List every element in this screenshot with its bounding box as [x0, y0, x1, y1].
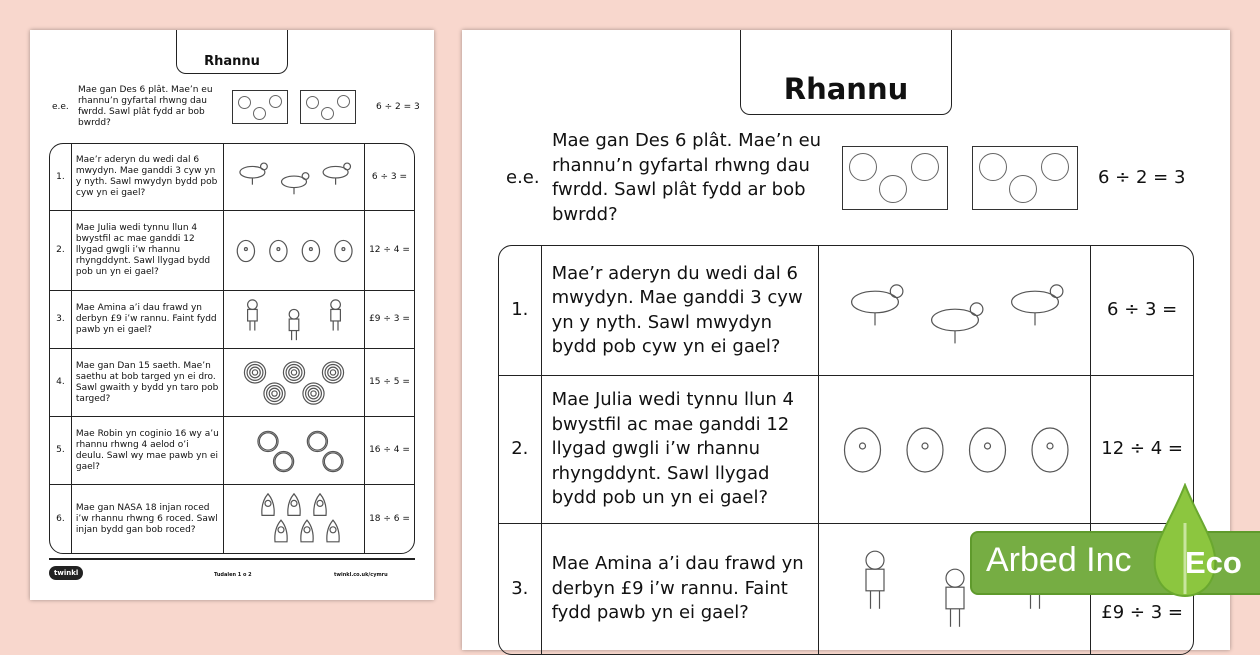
example-label: e.e.: [52, 101, 69, 112]
question-picture: [224, 417, 365, 485]
example-text: Mae gan Des 6 plât. Mae’n eu rhannu’n gyfartal rhwng dau fwrdd. Sawl plât fydd ar bob bwrdd?: [78, 85, 213, 128]
question-equation: 6 ÷ 3 =: [1091, 246, 1193, 376]
twinkl-logo: twinkl: [49, 566, 83, 580]
worksheet-title: Rhannu: [176, 30, 288, 74]
question-text: Mae’r aderyn du wedi dal 6 mwydyn. Mae ganddi 3 cyw yn y nyth. Sawl mwydyn bydd pob cyw yn ei gael?: [72, 144, 224, 211]
question-equation: 6 ÷ 3 =: [365, 144, 414, 211]
page-thumbnail[interactable]: [30, 30, 434, 600]
question-equation: 16 ÷ 4 =: [365, 417, 414, 485]
monsters-icon: [830, 400, 1080, 500]
birds-icon: [229, 153, 359, 201]
question-equation: 18 ÷ 6 =: [369, 513, 410, 524]
question-picture: [224, 485, 365, 553]
children-icon: [229, 296, 359, 344]
question-text: Mae Amina a’i dau frawd yn derbyn £9 i’w rannu. Faint fydd pawb yn ei gael?: [72, 291, 224, 349]
question-text: Mae gan Dan 15 saeth. Mae’n saethu at bob targed yn ei dro. Sawl gwaith y bydd yn taro pob targed?: [72, 349, 224, 417]
question-picture: [224, 211, 365, 291]
question-number: 6.: [50, 485, 72, 553]
questions-table: [49, 143, 415, 554]
plates-icon: [842, 146, 948, 210]
footer: [49, 558, 415, 588]
question-text: Mae Amina a’i dau frawd yn derbyn £9 i’w rannu. Faint fydd pawb yn ei gael?: [542, 524, 820, 654]
question-picture: [224, 144, 365, 211]
question-row: [499, 246, 1193, 376]
question-row: [50, 211, 414, 291]
plates-icon: [232, 90, 288, 124]
question-row: [50, 485, 414, 553]
monsters-icon: [229, 227, 359, 275]
question-text: Mae Robin yn coginio 16 wy a’u rhannu rhwng 4 aelod o’i deulu. Sawl wy mae pawb yn ei gael?: [72, 417, 224, 485]
question-text: Mae Julia wedi tynnu llun 4 bwystfil ac mae ganddi 12 llygad gwgli i’w rhannu rhyngddynt. Sawl llygad bydd pob un yn ei gael?: [72, 211, 224, 291]
question-number: 3.: [499, 524, 542, 654]
question-number: 1.: [50, 144, 72, 211]
question-row: [50, 291, 414, 349]
question-row: [50, 417, 414, 485]
example-equation: 6 ÷ 2 = 3: [376, 101, 420, 112]
question-equation: 12 ÷ 4 =: [365, 211, 414, 291]
question-row: [50, 349, 414, 417]
question-equation: 15 ÷ 5 =: [365, 349, 414, 417]
badge-eco: Eco: [1185, 545, 1242, 580]
example-equation: 6 ÷ 2 = 3: [1098, 166, 1186, 188]
example-text: Mae gan Des 6 plât. Mae’n eu rhannu’n gyfartal rhwng dau fwrdd. Sawl plât fydd ar bob bwrdd?: [552, 130, 822, 225]
question-picture: [224, 291, 365, 349]
question-number: 4.: [50, 349, 72, 417]
question-number: 3.: [50, 291, 72, 349]
question-picture: [224, 349, 365, 417]
example-label: e.e.: [506, 166, 540, 188]
question-text: Mae’r aderyn du wedi dal 6 mwydyn. Mae ganddi 3 cyw yn y nyth. Sawl mwydyn bydd pob cyw yn ei gael?: [542, 246, 820, 376]
question-equation: 12 ÷ 4 =: [1091, 376, 1193, 524]
question-row: [499, 376, 1193, 524]
question-number: 2.: [50, 211, 72, 291]
question-equation: £9 ÷ 3 =: [1101, 602, 1183, 623]
page-number: Tudalen 1 o 2: [214, 572, 252, 578]
question-picture: [819, 246, 1091, 376]
rockets-icon: [229, 489, 359, 549]
question-text: Mae gan NASA 18 injan roced i’w rhannu rhwng 6 roced. Sawl injan bydd gan bob roced?: [72, 485, 224, 553]
question-number: 2.: [499, 376, 542, 524]
site-url: twinkl.co.uk/cymru: [334, 572, 388, 578]
plates-icon: [300, 90, 356, 124]
plates-icon: [972, 146, 1078, 210]
pans-icon: [229, 427, 359, 475]
question-number: 1.: [499, 246, 542, 376]
worksheet-title: Rhannu: [740, 30, 952, 115]
question-text: Mae Julia wedi tynnu llun 4 bwystfil ac mae ganddi 12 llygad gwgli i’w rhannu rhyngddynt. Sawl llygad bydd pob un yn ei gael?: [542, 376, 820, 524]
question-equation: £9 ÷ 3 =: [365, 291, 414, 349]
question-picture: [819, 376, 1091, 524]
targets-icon: [229, 359, 359, 407]
question-row: [50, 144, 414, 211]
question-number: 5.: [50, 417, 72, 485]
birds-icon: [830, 266, 1080, 356]
badge-brand: Arbed Inc: [986, 541, 1132, 579]
